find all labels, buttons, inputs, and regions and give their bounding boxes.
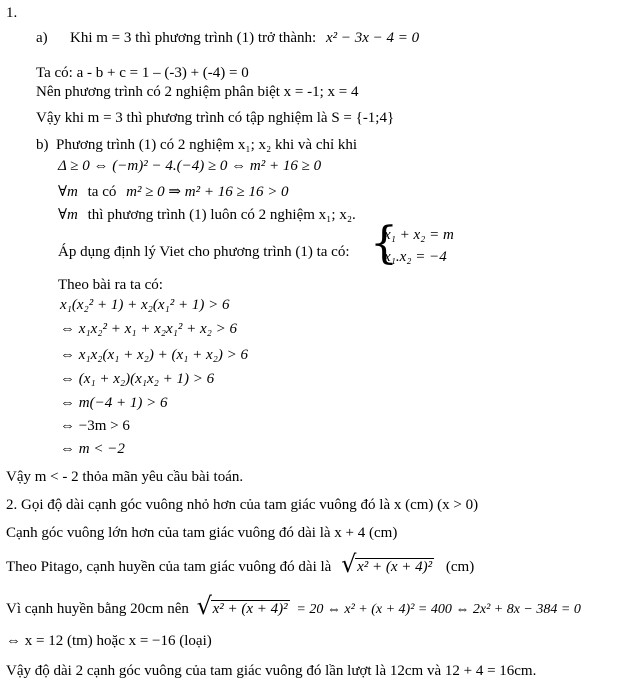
section-heading: 1. [6, 5, 18, 21]
equation-radical: √ x² + (x + 4)² [196, 592, 288, 620]
hypotenuse-radical: √ x² + (x + 4)² [341, 550, 433, 578]
step-4: ⇔ (x₁ + x₂)(x₁x₂ + 1) > 6 [60, 371, 215, 387]
viet-statement: Áp dụng định lý Viet cho phương trình (1) ta có: [58, 244, 350, 260]
problem-2-conclusion: Vậy độ dài 2 cạnh góc vuông của tam giác vuông đó lần lượt là 12cm và 12 + 4 = 16cm. [6, 663, 537, 679]
viet-system [370, 218, 480, 269]
part-a-line-1: Ta có: a - b + c = 1 – (-3) + (-4) = 0 [36, 65, 249, 81]
part-b-line-4: ∀m thì phương trình (1) luôn có 2 nghiệm x₁; x₂. [58, 207, 356, 223]
problem-2-line-1: 2. Gọi độ dài cạnh góc vuông nhỏ hơn của tam giác vuông đó là x (cm) (x > 0) [6, 497, 479, 513]
problem-2-line-4: Vì cạnh huyền bằng 20cm nên √ x² + (x + 4)² = 20 ⇔ x² + (x + 4)² = 400 ⇔ 2x² + 8x − 384 = 0 [6, 592, 581, 620]
step-1: x₁(x₂² + 1) + x₂(x₁² + 1) > 6 [60, 297, 230, 313]
part-a-label: a) [36, 30, 48, 46]
viet-product: x₁.x₂ = −4 [384, 249, 447, 265]
part-a-line-3: Vậy khi m = 3 thì phương trình có tập nghiệm là S = {-1;4} [36, 110, 395, 126]
step-5: ⇔ m(−4 + 1) > 6 [60, 395, 168, 411]
theo-bai-ra: Theo bài ra ta có: [58, 277, 163, 293]
part-a-intro: Khi m = 3 thì phương trình (1) trở thành: x² − 3x − 4 = 0 [70, 30, 420, 46]
part-a-equation: x² − 3x − 4 = 0 [325, 30, 420, 46]
step-7: ⇔ m < −2 [60, 441, 125, 457]
part-b-line-3: ∀m ta có m² ≥ 0 ⇒ m² + 16 ≥ 16 > 0 [58, 184, 289, 200]
part-b-label: b) [36, 137, 49, 153]
part-a-line-2: Nên phương trình có 2 nghiệm phân biệt x = -1; x = 4 [36, 84, 359, 100]
sqrt-icon: √ [196, 592, 212, 620]
part-b-discriminant: Δ ≥ 0 ⇔ (−m)² − 4.(−4) ≥ 0 ⇔ m² + 16 ≥ 0 [58, 158, 322, 174]
sqrt-icon: √ [341, 550, 357, 578]
step-3: ⇔ x₁x₂(x₁ + x₂) + (x₁ + x₂) > 6 [60, 347, 248, 363]
problem-2-line-3: Theo Pitago, cạnh huyền của tam giác vuông đó dài là √ x² + (x + 4)² (cm) [6, 550, 475, 578]
step-6: ⇔ −3m > 6 [60, 418, 130, 434]
part-b-line-1: Phương trình (1) có 2 nghiệm x₁; x₂ khi và chỉ khi [56, 137, 358, 153]
left-brace-icon: { [370, 218, 398, 269]
problem-2-line-5: ⇔ x = 12 (tm) hoặc x = −16 (loại) [6, 633, 212, 649]
part-b-conclusion: Vậy m < - 2 thỏa mãn yêu cầu bài toán. [6, 469, 244, 485]
viet-sum: x₁ + x₂ = m [384, 227, 454, 243]
step-2: ⇔ x₁x₂² + x₁ + x₂x₁² + x₂ > 6 [60, 321, 237, 337]
problem-2-line-2: Cạnh góc vuông lớn hơn của tam giác vuông đó dài là x + 4 (cm) [6, 525, 398, 541]
